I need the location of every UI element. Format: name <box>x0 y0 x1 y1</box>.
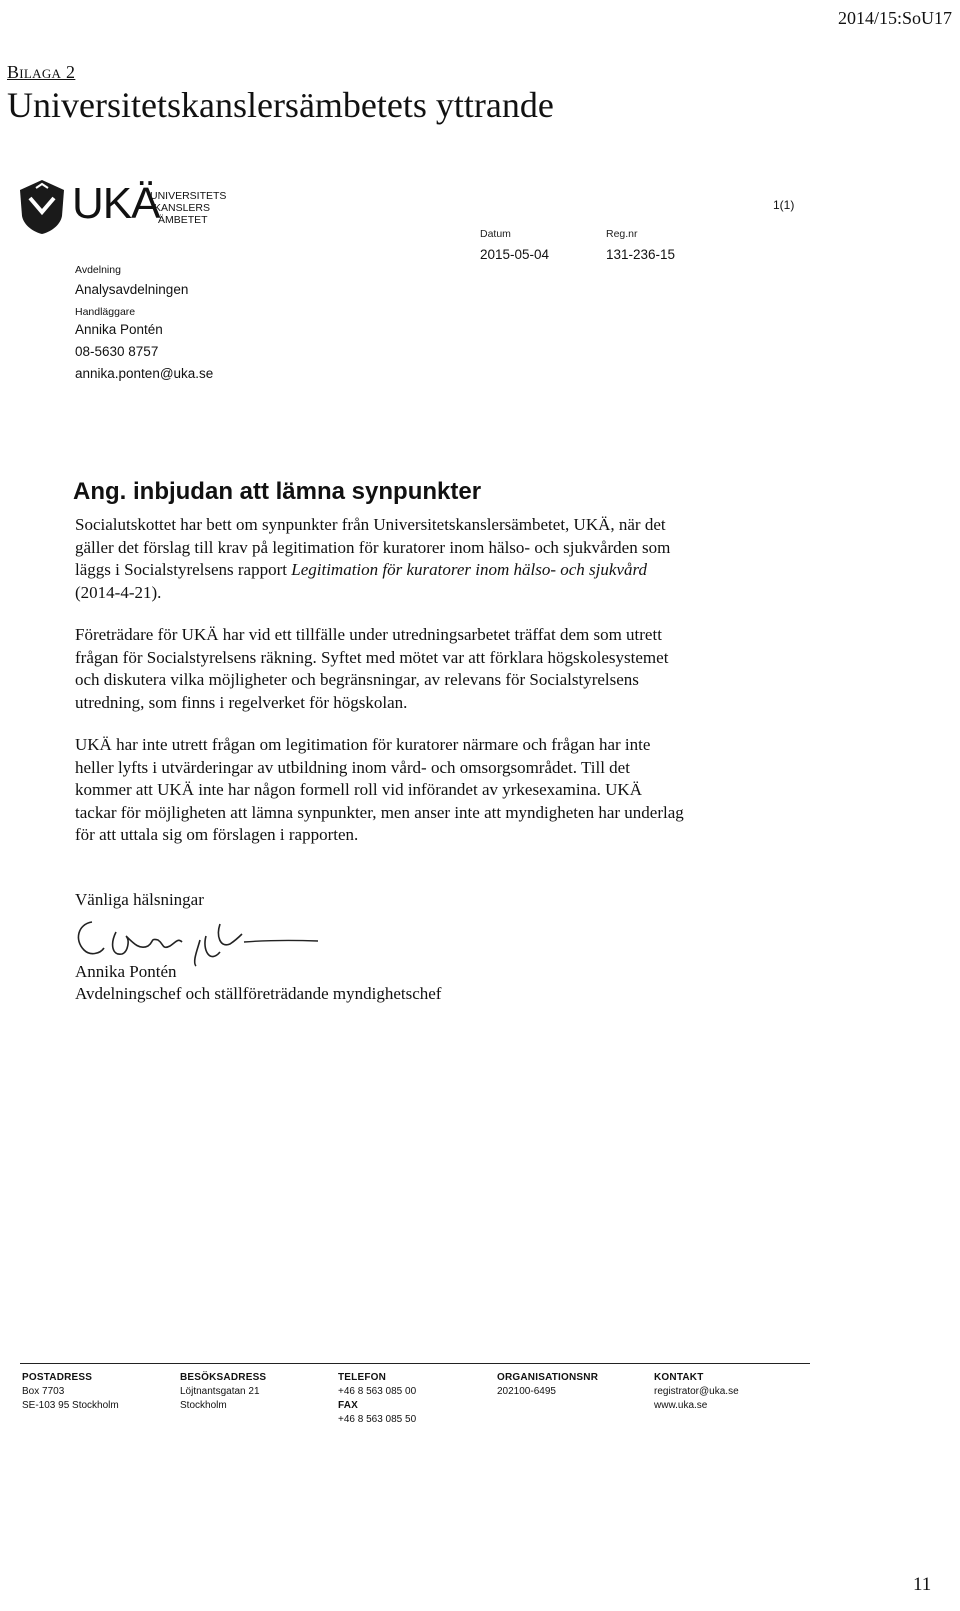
paragraph-3: UKÄ har inte utrett frågan om legitimation för kuratorer närmare och frågan har inte heller lyfts i utvärderingar av utbildning inom vård- och omsorgsområdet. Till det kommer att UKÄ inte har någon formell roll vid införandet av yrkesexamina. UKÄ tackar för möjligheten att lämna synpunkter, men anser inte att myndigheten har underlag för att uttala sig om förslagen i rapporten. <box>75 735 684 844</box>
regnr-value: 131-236-15 <box>606 247 676 262</box>
report-title: Legitimation för kuratorer inom hälso- och sjukvård <box>291 560 647 579</box>
officer-name: Annika Pontén <box>75 322 163 337</box>
footer-email-link[interactable]: registrator@uka.se <box>654 1386 739 1397</box>
uka-logo <box>16 178 246 240</box>
logo-wordmark: UKÄ <box>72 179 160 228</box>
footer-org-number: ORGANISATIONSNR 202100-6495 <box>497 1372 599 1397</box>
footer-visiting-address: BESÖKSADRESS Löjtnantsgatan 21 Stockholm <box>180 1372 267 1411</box>
page-number: 11 <box>913 1574 932 1595</box>
letter-subject: Ang. inbjudan att lämna synpunkter <box>73 478 482 505</box>
officer-phone: 08-5630 8757 <box>75 344 159 359</box>
logo-agency-name: UNIVERSITETS KANSLERS ÄMBETET <box>150 190 227 226</box>
footer-phone-fax: TELEFON +46 8 563 085 00 FAX +46 8 563 085 50 <box>338 1372 417 1425</box>
uka-emblem-icon <box>16 178 68 236</box>
date-value: 2015-05-04 <box>480 247 550 262</box>
department-value: Analysavdelningen <box>75 282 189 297</box>
page-count: 1(1) <box>773 198 795 212</box>
signer-name: Annika Pontén <box>75 962 177 981</box>
department-label: Avdelning <box>75 264 121 276</box>
regnr-label: Reg.nr <box>606 228 638 240</box>
footer-contact: KONTAKT registrator@uka.se www.uka.se <box>654 1372 739 1411</box>
footer-postal-address: POSTADRESS Box 7703 SE-103 95 Stockholm <box>22 1372 119 1411</box>
footer-website-link[interactable]: www.uka.se <box>654 1400 708 1411</box>
page-heading: Universitetskanslersämbetets yttrande <box>7 85 554 125</box>
paragraph-2: Företrädare för UKÄ har vid ett tillfälle under utredningsarbetet träffat dem som utrett frågan för Socialstyrelsens räkning. Syftet med mötet var att förklara högskolesystemet och diskutera vilka möjligheter och begränsningar, av relevans för Socialstyrelsens utredning, som finns i regelverket för högskolan. <box>75 625 669 712</box>
report-id: 2014/15:SoU17 <box>837 8 952 28</box>
appendix-label: Bilaga 2 <box>7 62 76 82</box>
officer-label: Handläggare <box>75 306 136 318</box>
date-label: Datum <box>480 228 511 240</box>
officer-email[interactable]: annika.ponten@uka.se <box>75 366 214 381</box>
footer-divider <box>20 1363 810 1364</box>
paragraph-1: Socialutskottet har bett om synpunkter från Universitetskanslersämbetet, UKÄ, när det gäller det förslag till krav på legitimation för kuratorer inom hälso- och sjukvården som läggs i Socialstyrelsens rapport Legitimation för kuratorer inom hälso- och sjukvård (2014-4-21). <box>75 515 671 602</box>
signer-title: Avdelningschef och ställföreträdande myndighetschef <box>75 984 442 1003</box>
greeting: Vänliga hälsningar <box>75 890 204 909</box>
